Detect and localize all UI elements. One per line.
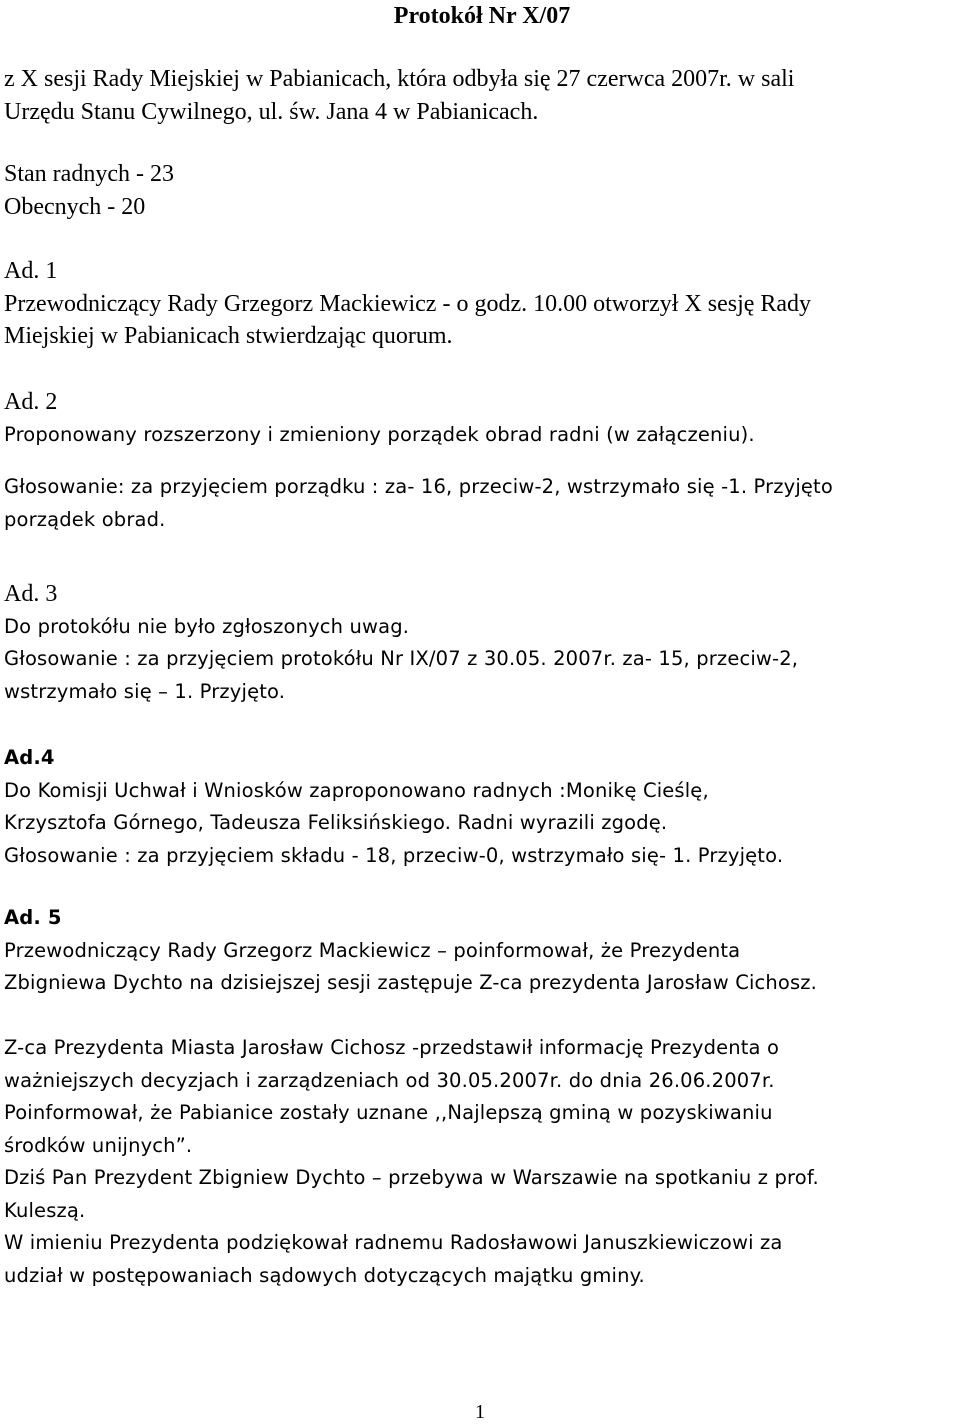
ad2-vote-line: Głosowanie: za przyjęciem porządku : za- 16, przeciw-2, wstrzymało się -1. Przyjęto [4, 475, 833, 498]
ad4-line: Do Komisji Uchwał i Wniosków zaproponowano radnych :Monikę Cieślę, [4, 778, 709, 802]
attendance-line: Stan radnych - 23 [4, 161, 174, 187]
page-number: 1 [475, 1401, 485, 1423]
ad5-line: Przewodniczący Rady Grzegorz Mackiewicz – poinformował, że Prezydenta [4, 938, 741, 962]
ad5-heading: Ad. 5 [4, 906, 62, 929]
ad4-heading: Ad.4 [4, 746, 55, 769]
ad5-report-line: W imieniu Prezydenta podziękował radnemu Radosławowi Januszkiewiczowi za [4, 1231, 783, 1254]
ad5-report-paragraph [4, 1032, 960, 1292]
ad3-heading: Ad. 3 [4, 581, 58, 607]
ad5-line: Zbigniewa Dychto na dzisiejszej sesji zastępuje Z-ca prezydenta Jarosław Cichosz. [4, 971, 818, 994]
intro-paragraph [4, 63, 960, 128]
ad2-heading: Ad. 2 [4, 389, 58, 415]
ad5-report-line: Kuleszą. [4, 1198, 86, 1222]
attendance-line: Obecnych - 20 [4, 193, 146, 220]
ad4-line: Głosowanie : za przyjęciem składu - 18, przeciw-0, wstrzymało się- 1. Przyjęto. [4, 843, 784, 867]
document-title: Protokół Nr X/07 [393, 3, 571, 29]
ad1-line: Przewodniczący Rady Grzegorz Mackiewicz - o godz. 10.00 otworzył X sesję Rady [4, 290, 812, 317]
ad5-section [4, 902, 960, 1000]
ad2-section [4, 386, 960, 536]
ad4-line: Krzysztofa Górnego, Tadeusza Feliksińskiego. Radni wyrazili zgodę. [4, 811, 668, 834]
ad1-heading: Ad. 1 [4, 258, 58, 284]
intro-line: Urzędu Stanu Cywilnego, ul. św. Jana 4 w Pabianicach. [4, 98, 539, 125]
ad5-report-line: Z-ca Prezydenta Miasta Jarosław Cichosz -przedstawił informację Prezydenta o [4, 1036, 780, 1059]
ad3-line: Do protokółu nie było zgłoszonych uwag. [4, 614, 410, 638]
ad3-line: wstrzymało się – 1. Przyjęto. [4, 679, 286, 703]
ad1-section [4, 255, 960, 353]
ad3-section [4, 578, 960, 708]
ad5-report-line: Poinformował, że Pabianice zostały uznane ,,Najlepszą gminą w pozyskiwaniu [4, 1101, 773, 1124]
ad5-report-line: ważniejszych decyzjach i zarządzeniach od 30.05.2007r. do dnia 26.06.2007r. [4, 1068, 775, 1092]
ad5-report-line: środków unijnych”. [4, 1133, 193, 1157]
ad5-report-line: Dziś Pan Prezydent Zbigniew Dychto – przebywa w Warszawie na spotkaniu z prof. [4, 1166, 819, 1189]
ad1-line: Miejskiej w Pabianicach stwierdzając quorum. [4, 323, 453, 349]
ad3-line: Głosowanie : za przyjęciem protokółu Nr IX/07 z 30.05. 2007r. za- 15, przeciw-2, [4, 647, 799, 670]
intro-line: z X sesji Rady Miejskiej w Pabianicach, która odbyła się 27 czerwca 2007r. w sali [4, 66, 795, 92]
ad2-line: Proponowany rozszerzony i zmieniony porządek obrad radni (w załączeniu). [4, 422, 755, 446]
attendance-paragraph [4, 158, 960, 223]
ad2-vote-line: porządek obrad. [4, 507, 166, 531]
ad5-report-line: udział w postępowaniach sądowych dotyczących majątku gminy. [4, 1263, 645, 1287]
ad4-section [4, 742, 960, 872]
